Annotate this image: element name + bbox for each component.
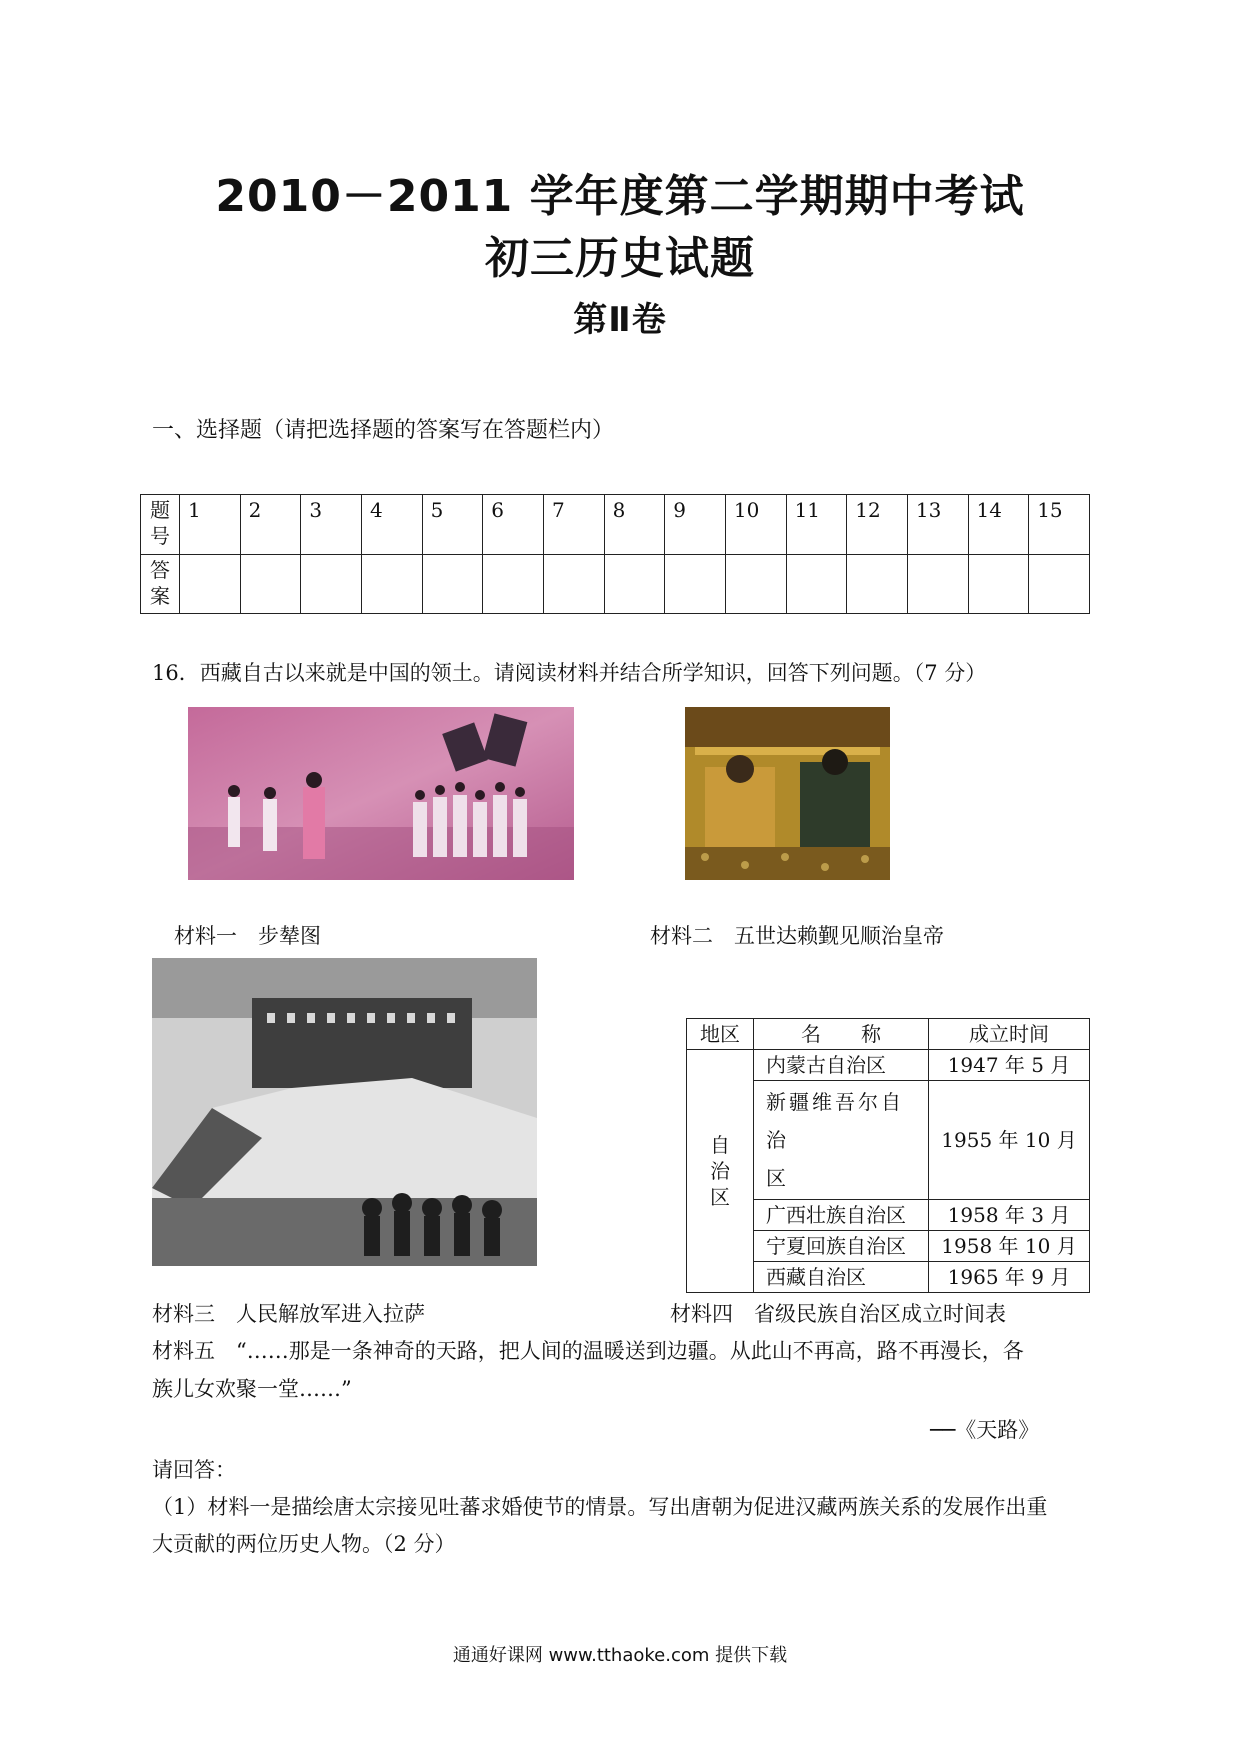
footer-download-notice: 通通好课网 www.tthaoke.com 提供下载 xyxy=(452,1645,788,1666)
answer-grid-number-row xyxy=(141,495,1090,555)
material2-caption: 材料二 五世达赖觐见顺治皇帝 xyxy=(650,924,944,948)
material4-caption: 材料四 省级民族自治区成立时间表 xyxy=(670,1302,1006,1326)
region-name: 西藏自治区 xyxy=(754,1262,929,1293)
answer-cell[interactable] xyxy=(725,554,786,614)
region-table-header xyxy=(687,1019,1090,1050)
region-date: 1965 年 9 月 xyxy=(929,1262,1090,1293)
answer-cell[interactable] xyxy=(847,554,908,614)
answer-cell[interactable] xyxy=(786,554,847,614)
row-label-answer: 答 案 xyxy=(141,554,180,614)
question-number-cell: 3 xyxy=(301,495,362,555)
answer-cell[interactable] xyxy=(422,554,483,614)
question-number-cell: 5 xyxy=(422,495,483,555)
answer-cell[interactable] xyxy=(1029,554,1090,614)
region-name: 内蒙古自治区 xyxy=(754,1050,929,1081)
material1-painting-image xyxy=(188,707,574,880)
material5-text-line1: 材料五 “……那是一条神奇的天路，把人间的温暖送到边疆。从此山不再高，路不再漫长，各 xyxy=(152,1339,1024,1363)
region-date: 1947 年 5 月 xyxy=(929,1050,1090,1081)
region-name: 新疆维吾尔自治 区 xyxy=(754,1081,929,1200)
group-label-autonomous: 自 治 区 xyxy=(687,1050,754,1293)
question-number-cell: 10 xyxy=(725,495,786,555)
answer-cell[interactable] xyxy=(180,554,241,614)
autonomous-region-table xyxy=(686,1018,1090,1293)
material1-caption: 材料一 步辇图 xyxy=(174,924,321,948)
answer-cell[interactable] xyxy=(665,554,726,614)
row-label-number: 题 号 xyxy=(141,495,180,555)
material2-painting-image xyxy=(685,707,890,880)
answer-grid-answer-row xyxy=(141,554,1090,614)
material5-text-line2: 族儿女欢聚一堂……” xyxy=(152,1377,352,1401)
question-number-cell: 4 xyxy=(361,495,422,555)
material5-source: ──《天路》 xyxy=(930,1418,1040,1442)
answer-cell[interactable] xyxy=(604,554,665,614)
answer-cell[interactable] xyxy=(240,554,301,614)
question-number-cell: 6 xyxy=(483,495,544,555)
table-row xyxy=(687,1050,1090,1081)
answer-cell[interactable] xyxy=(483,554,544,614)
region-date: 1958 年 3 月 xyxy=(929,1200,1090,1231)
header-date: 成立时间 xyxy=(929,1019,1090,1050)
question-number-cell: 9 xyxy=(665,495,726,555)
answer-cell[interactable] xyxy=(968,554,1029,614)
exam-title-year: 2010－2011 学年度第二学期期中考试 xyxy=(215,171,1025,222)
answer-grid xyxy=(140,494,1090,614)
question-number-cell: 14 xyxy=(968,495,1029,555)
header-region: 地区 xyxy=(687,1019,754,1050)
question-16-stem: 16．西藏自古以来就是中国的领土。请阅读材料并结合所学知识，回答下列问题。（7 分） xyxy=(152,661,987,685)
material3-caption: 材料三 人民解放军进入拉萨 xyxy=(152,1302,425,1326)
question-number-cell: 15 xyxy=(1029,495,1090,555)
question-number-cell: 1 xyxy=(180,495,241,555)
region-date: 1955 年 10 月 xyxy=(929,1081,1090,1200)
exam-volume-label: 第Ⅱ卷 xyxy=(573,300,667,340)
answer-cell[interactable] xyxy=(543,554,604,614)
question-number-cell: 11 xyxy=(786,495,847,555)
region-name: 宁夏回族自治区 xyxy=(754,1231,929,1262)
region-date: 1958 年 10 月 xyxy=(929,1231,1090,1262)
material3-photo-image xyxy=(152,958,537,1266)
header-name: 名 称 xyxy=(754,1019,929,1050)
subquestion1-line1: （1）材料一是描绘唐太宗接见吐蕃求婚使节的情景。写出唐朝为促进汉藏两族关系的发展作出重 xyxy=(152,1495,1048,1519)
answer-cell[interactable] xyxy=(301,554,362,614)
answer-cell[interactable] xyxy=(907,554,968,614)
question-number-cell: 12 xyxy=(847,495,908,555)
question-number-cell: 7 xyxy=(543,495,604,555)
subquestion1-line2: 大贡献的两位历史人物。（2 分） xyxy=(152,1532,456,1556)
question-number-cell: 2 xyxy=(240,495,301,555)
question-number-cell: 8 xyxy=(604,495,665,555)
answer-prompt: 请回答： xyxy=(152,1458,236,1482)
exam-title-subject: 初三历史试题 xyxy=(485,233,755,284)
answer-cell[interactable] xyxy=(361,554,422,614)
section-heading-choice: 一、选择题（请把选择题的答案写在答题栏内） xyxy=(152,418,615,443)
question-number-cell: 13 xyxy=(907,495,968,555)
region-name: 广西壮族自治区 xyxy=(754,1200,929,1231)
